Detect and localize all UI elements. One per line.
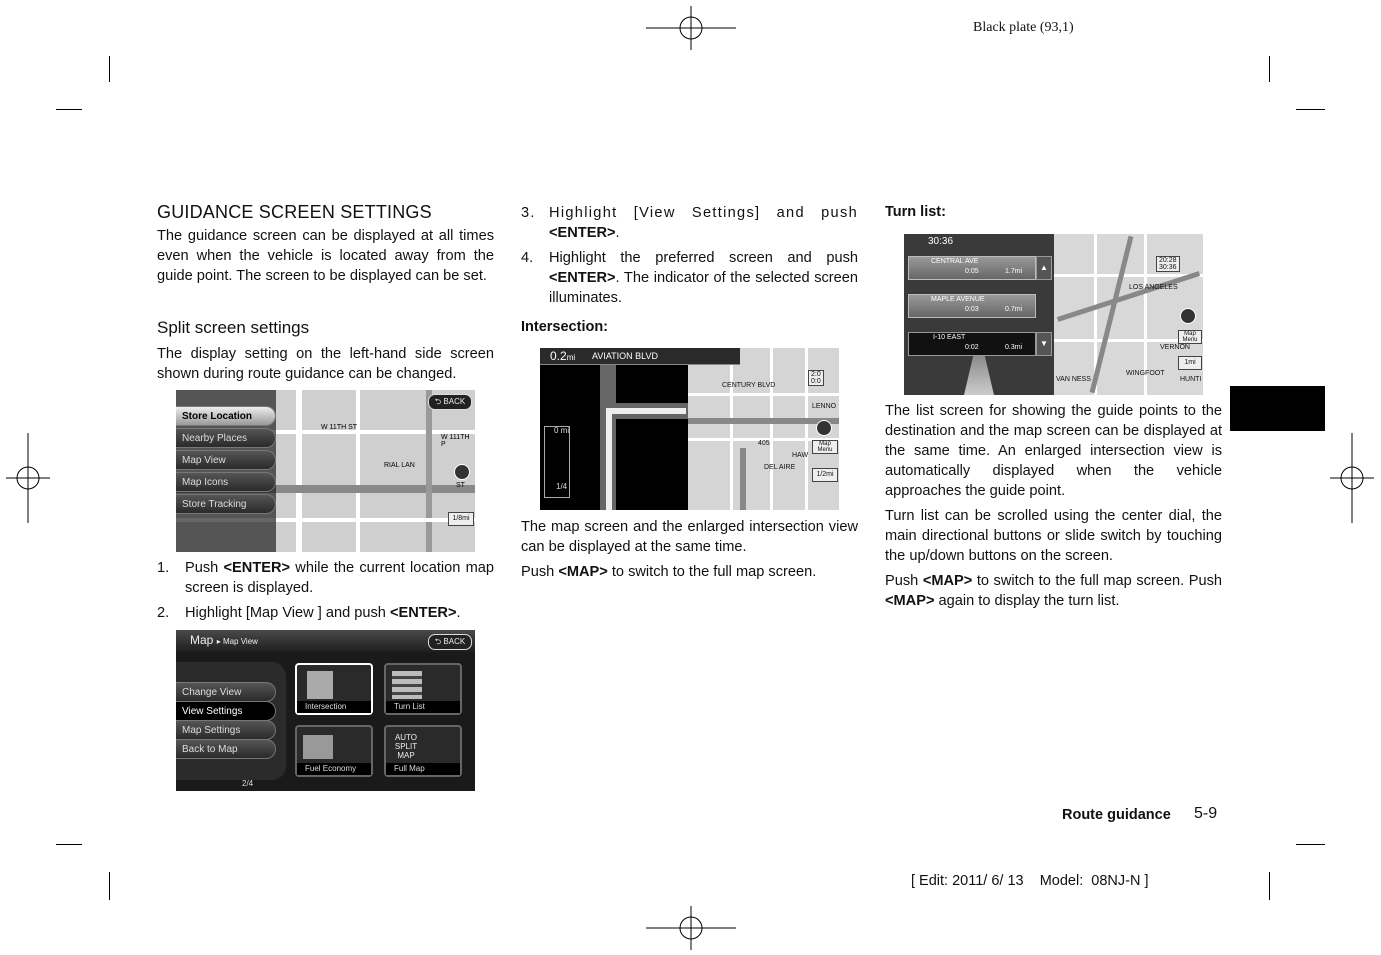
subheading: Split screen settings bbox=[157, 318, 310, 337]
back-arrow-icon: ⮌ bbox=[434, 637, 442, 646]
edit-info: [ Edit: 2011/ 6/ 13 Model: 08NJ-N ] bbox=[911, 873, 1149, 889]
registration-mark-left bbox=[6, 433, 50, 523]
menu-item-store-tracking[interactable]: Store Tracking bbox=[176, 494, 276, 514]
crop-mark bbox=[1269, 872, 1270, 900]
tile-full-map[interactable]: AUTO SPLIT MAP Full Map bbox=[384, 725, 462, 777]
section-heading: GUIDANCE SCREEN SETTINGS bbox=[157, 202, 432, 222]
registration-mark-right bbox=[1330, 433, 1374, 523]
turn-list-paragraph-1: The list screen for showing the guide points to the destination and the map screen can be displayed at the same time. An enlarged intersection view is automatically displayed when the vehicle approaches the guide point. bbox=[885, 403, 1222, 499]
step-3: 3. Highlight [View Settings] and push <ENTER>. bbox=[521, 205, 858, 241]
map-label: VERNON bbox=[1160, 344, 1190, 351]
map-label: HUNTI bbox=[1180, 376, 1202, 383]
turn-row[interactable]: CENTRAL AVE 0:05 1.7mi bbox=[908, 256, 1036, 280]
intersection-label: Intersection: bbox=[521, 319, 609, 335]
crop-mark bbox=[109, 872, 110, 900]
screenshot-turn-list bbox=[904, 234, 1203, 395]
map-label: WINGFOOT bbox=[1126, 370, 1165, 377]
map-label: VAN NESS bbox=[1056, 376, 1091, 383]
map-menu-button[interactable]: Map Menu bbox=[1178, 330, 1202, 344]
time-readout: 20:28 30:36 bbox=[1156, 256, 1180, 272]
map-label: LOS ANGELES bbox=[1129, 284, 1178, 291]
screenshot-current-location bbox=[176, 390, 475, 552]
distance-readout: 0.2mi bbox=[550, 349, 576, 363]
street-label: ST bbox=[456, 482, 465, 489]
map-key: <MAP> bbox=[885, 593, 935, 609]
screen-title: Map ▸ Map View bbox=[190, 633, 258, 647]
map-label: LENNO bbox=[812, 403, 837, 410]
fuel-economy-icon bbox=[303, 735, 333, 759]
turn-row[interactable]: MAPLE AVENUE 0:03 0.7mi bbox=[908, 294, 1036, 318]
tile-fuel-economy[interactable]: Fuel Economy bbox=[295, 725, 373, 777]
menu-item-view-settings[interactable]: View Settings bbox=[176, 701, 276, 721]
turn-list-icon bbox=[392, 671, 422, 699]
bar-bottom-label: 1/4 bbox=[556, 482, 568, 491]
street-label: W 111TH P bbox=[441, 434, 470, 448]
map-key: <MAP> bbox=[558, 564, 608, 580]
street-label: W 11TH ST bbox=[321, 424, 358, 431]
vehicle-icon bbox=[816, 420, 832, 436]
enter-key: <ENTER> bbox=[389, 605, 457, 621]
crop-mark bbox=[109, 56, 110, 82]
menu-item-map-icons[interactable]: Map Icons bbox=[176, 472, 276, 492]
tile-turn-list[interactable]: Turn List bbox=[384, 663, 462, 715]
crop-mark bbox=[1269, 56, 1270, 82]
registration-mark-top bbox=[646, 6, 736, 50]
crop-mark bbox=[56, 844, 82, 845]
enter-key: <ENTER> bbox=[223, 560, 291, 576]
turn-list-paragraph-2: Turn list can be scrolled using the center dial, the main directional buttons or slide switch by touching the up/down buttons on the screen. bbox=[885, 508, 1222, 564]
menu-item-store-location[interactable]: Store Location bbox=[176, 406, 276, 426]
turn-row[interactable]: I-10 EAST 0:02 0.3mi bbox=[908, 332, 1036, 356]
crop-mark bbox=[56, 109, 82, 110]
chevron-down-icon: ▼ bbox=[1040, 339, 1048, 348]
turn-list-paragraph-3: Push <MAP> to switch to the full map screen. Push <MAP> again to display the turn list. bbox=[885, 573, 1222, 609]
enter-key: <ENTER> bbox=[549, 225, 616, 241]
split-screen-paragraph: The display setting on the left-hand side screen shown during route guidance can be changed. bbox=[157, 346, 494, 382]
back-arrow-icon: ⮌ bbox=[434, 397, 442, 406]
bar-top-label: 0 mi bbox=[554, 426, 570, 435]
turn-list-label: Turn list: bbox=[885, 204, 946, 220]
crop-mark bbox=[1296, 844, 1325, 845]
enter-key: <ENTER> bbox=[549, 270, 616, 286]
crop-mark bbox=[1296, 109, 1325, 110]
street-label: RIAL LAN bbox=[384, 462, 415, 469]
registration-mark-bottom bbox=[646, 906, 736, 950]
chevron-up-icon: ▲ bbox=[1040, 263, 1048, 272]
menu-item-change-view[interactable]: Change View bbox=[176, 682, 276, 702]
map-label: CENTURY BLVD bbox=[722, 382, 776, 389]
intro-paragraph: The guidance screen can be displayed at all times even when the vehicle is located away from the guide point. The screen to be displayed can be set. bbox=[157, 228, 494, 284]
page-indicator: 2/4 bbox=[242, 779, 254, 788]
tile-intersection[interactable]: Intersection bbox=[295, 663, 373, 715]
menu-item-map-view[interactable]: Map View bbox=[176, 450, 276, 470]
clock: 30:36 bbox=[928, 236, 954, 247]
back-button[interactable]: ⮌ BACK bbox=[428, 634, 472, 650]
intersection-icon bbox=[307, 671, 333, 699]
next-street: AVIATION BLVD bbox=[592, 351, 659, 361]
map-menu-button[interactable]: Map Menu bbox=[812, 440, 838, 454]
scale-button[interactable]: 1/8mi bbox=[448, 512, 474, 526]
vehicle-icon bbox=[1180, 308, 1196, 324]
step-4: 4. Highlight the preferred screen and push <ENTER>. The indicator of the selected screen illuminates. bbox=[521, 250, 858, 306]
chapter-tab bbox=[1230, 386, 1325, 431]
section-name: Route guidance bbox=[1062, 807, 1171, 823]
map-label: HAW bbox=[792, 452, 809, 459]
scroll-up-button[interactable] bbox=[1036, 256, 1052, 280]
map-key: <MAP> bbox=[922, 573, 973, 589]
auto-split-map-text: AUTO SPLIT MAP bbox=[394, 733, 418, 760]
menu-item-back-to-map[interactable]: Back to Map bbox=[176, 739, 276, 759]
scale-button[interactable]: 1/2mi bbox=[812, 468, 838, 482]
map-label: DEL AIRE bbox=[764, 464, 796, 471]
scale-button[interactable]: 1mi bbox=[1178, 356, 1202, 370]
step-2: 2. Highlight [Map View ] and push <ENTER>. bbox=[157, 605, 461, 621]
screenshot-intersection bbox=[540, 348, 839, 510]
map-switch-paragraph: Push <MAP> to switch to the full map screen. bbox=[521, 564, 817, 580]
page-number: 5-9 bbox=[1194, 805, 1218, 822]
intersection-paragraph: The map screen and the enlarged intersection view can be displayed at the same time. bbox=[521, 519, 858, 555]
menu-item-nearby-places[interactable]: Nearby Places bbox=[176, 428, 276, 448]
screenshot-map-view-menu bbox=[176, 630, 475, 791]
step-1: 1. Push <ENTER> while the current location map screen is displayed. bbox=[157, 560, 494, 596]
time-readout: 2:0 0:0 bbox=[808, 370, 824, 386]
map-label: 405 bbox=[758, 440, 770, 447]
back-button[interactable]: ⮌ BACK bbox=[428, 394, 472, 410]
menu-item-map-settings[interactable]: Map Settings bbox=[176, 720, 276, 740]
vehicle-icon bbox=[454, 464, 470, 480]
scroll-down-button[interactable] bbox=[1036, 332, 1052, 356]
plate-label: Black plate (93,1) bbox=[973, 20, 1074, 35]
